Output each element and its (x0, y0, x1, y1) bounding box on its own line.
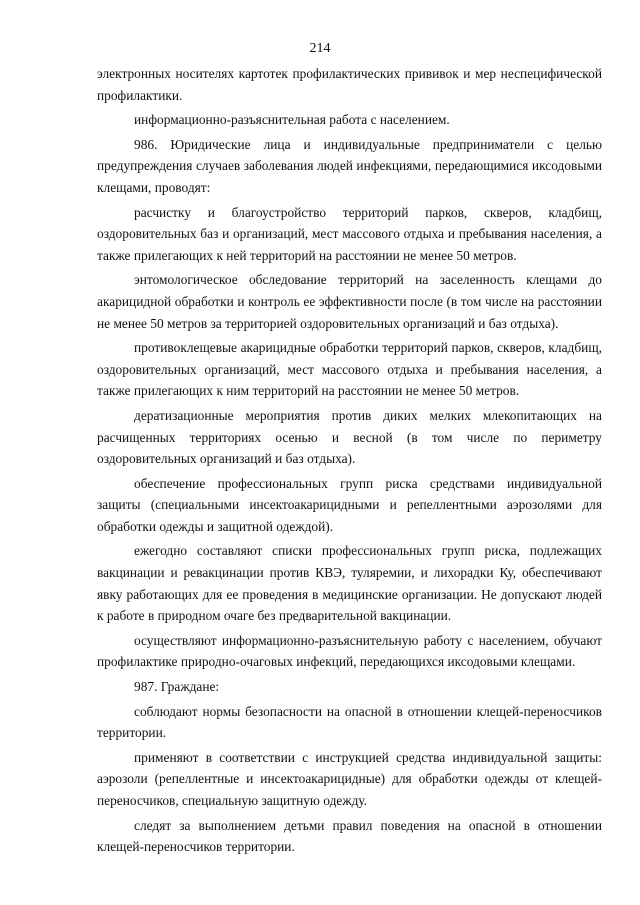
page-number: 214 (309, 41, 331, 56)
paragraph-info-training: осуществляют информационно-разъяснительную работу с населением, обучают профилактике природно-очаговых инфекций, передающихся иксодовыми клещами. (97, 632, 602, 670)
paragraph-info-work: информационно-разъяснительная работа с населением. (134, 112, 450, 128)
paragraph-safety-norms: соблюдают нормы безопасности на опасной в отношении клещей-переносчиков территории. (97, 703, 602, 741)
paragraph-clearing: расчистку и благоустройство территорий парков, скверов, кладбищ, оздоровительных баз и организаций, мест массового отдыха и пребывания населения, а также прилегающих к ней территорий на расстоянии не менее 50 метров. (97, 204, 602, 263)
paragraph-deratization: дератизационные мероприятия против диких мелких млекопитающих на расчищенных территориях осенью и весной (в том числе по периметру оздоровительных организаций и баз отдыха). (97, 407, 602, 467)
paragraph-entomological-survey: энтомологическое обследование территорий на заселенность клещами до акарицидной обработки и контроль ее эффективности после (в том числе на расстоянии не менее 50 метров за территорией оздоровительных организаций и баз отдыха). (97, 272, 602, 331)
paragraph-children-rules: следят за выполнением детьми правил поведения на опасной в отношении клещей-переносчиков территории. (97, 817, 602, 855)
paragraph-continuation: электронных носителях картотек профилактических прививок и мер неспецифической профилактики. (97, 66, 602, 103)
document-body (97, 63, 602, 858)
paragraph-987-heading: 987. Граждане: (134, 679, 220, 695)
paragraph-protective-use: применяют в соответствии с инструкцией средства индивидуальной защиты: аэрозоли (репеллентные и инсектоакарицидные) для обработки одежды от клещей-переносчиков, специальную защитную одежду. (97, 749, 602, 808)
paragraph-986-intro: 986. Юридические лица и индивидуальные предприниматели с целью предупреждения случаев заболевания людей инфекциями, передающимися иксодовыми клещами, проводят: (97, 136, 602, 195)
paragraph-acaricide-treatment: противоклещевые акарицидные обработки территорий парков, скверов, кладбищ, оздоровительных организаций, мест массового отдыха и пребывания населения, а также прилегающих к ним территорий на расстоянии не менее 50 метров. (97, 340, 602, 399)
paragraph-vaccination-lists: ежегодно составляют списки профессиональных групп риска, подлежащих вакцинации и ревакцинации против КВЭ, туляремии, и лихорадки Ку, обеспечивают явку работающих для ее проведения в медицинские организации. Не допускают людей к работе в природном очаге без предварительной вакцинации. (97, 543, 602, 624)
paragraph-protective-means: обеспечение профессиональных групп риска средствами индивидуальной защиты (специальными инсектоакарицидными и репеллентными аэрозолями для обработки одежды и защитной одеждой). (97, 475, 602, 534)
